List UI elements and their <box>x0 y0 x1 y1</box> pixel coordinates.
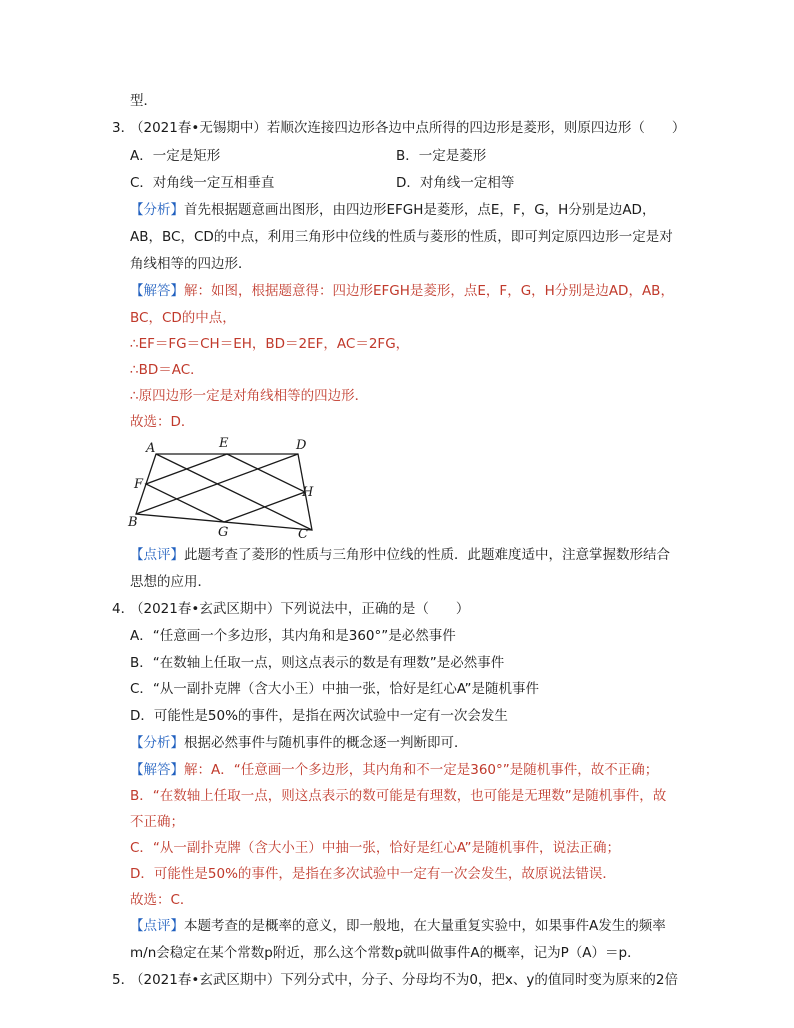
label-g: G <box>218 525 229 540</box>
q3-solution-line5: ∴原四边形一定是对角线相等的四边形． <box>130 388 369 404</box>
q4-stem: （2021春•玄武区期中）下列说法中，正确的是（ ） <box>130 601 470 617</box>
q4-comment <box>130 917 666 935</box>
q3-comment <box>130 546 670 564</box>
q4-analysis <box>130 734 468 752</box>
label-a: A <box>146 441 156 456</box>
label-c: C <box>298 527 308 542</box>
q3-solution-line3: ∴EF＝FG＝CH＝EH，BD＝2EF，AC＝2FG， <box>130 336 410 352</box>
label-e: E <box>219 436 229 451</box>
q5-number: 5． <box>112 972 135 988</box>
q4-solution-line4: C．“从一副扑克牌（含大小王）中抽一张，恰好是红心A”是随机事件，说法正确； <box>130 840 620 856</box>
label-b: B <box>128 515 138 530</box>
comment-tag: 【点评】 <box>130 918 184 934</box>
label-d: D <box>296 438 307 453</box>
q4-number: 4． <box>112 601 135 617</box>
q3-option-b: B．一定是菱形 <box>396 148 487 164</box>
q5-stem: （2021春•玄武区期中）下列分式中，分子、分母均不为0，把x、y的值同时变为原来的2倍 <box>130 972 678 988</box>
prev-question-tail: 型． <box>130 93 157 109</box>
solution-text: 解：A．“任意画一个多边形，其内角和不一定是360°”是随机事件，故不正确； <box>184 762 659 778</box>
q4-solution-line2: B．“在数轴上任取一点，则这点表示的数可能是有理数，也可能是无理数”是随机事件，故 <box>130 788 667 804</box>
comment-tag: 【点评】 <box>130 547 184 563</box>
comment-text: 本题考查的是概率的意义，即一般地，在大量重复实验中，如果事件A发生的频率 <box>184 918 666 934</box>
solution-text: 解：如图，根据题意得：四边形EFGH是菱形，点E，F，G，H分别是边AD，AB， <box>184 283 674 299</box>
analysis-text: 首先根据题意画出图形，由四边形EFGH是菱形，点E，F，G，H分别是边AD， <box>184 202 656 218</box>
quadrilateral-figure <box>120 430 330 542</box>
q4-solution-line5: D．可能性是50%的事件，是指在多次试验中一定有一次会发生，故原说法错误． <box>130 866 616 882</box>
q3-number: 3． <box>112 120 135 136</box>
q3-analysis <box>130 201 655 219</box>
analysis-text: 根据必然事件与随机事件的概念逐一判断即可． <box>184 735 468 751</box>
q3-solution-line2: BC，CD的中点， <box>130 310 236 326</box>
q3-solution <box>130 282 674 300</box>
q4-option-d: D．可能性是50%的事件，是指在两次试验中一定有一次会发生 <box>130 708 508 724</box>
q3-option-c: C．对角线一定互相垂直 <box>130 175 275 191</box>
q4-solution-line3: 不正确； <box>130 814 184 830</box>
q3-answer: 故选：D． <box>130 414 195 430</box>
q4-option-b: B．“在数轴上任取一点，则这点表示的数是有理数”是必然事件 <box>130 655 505 671</box>
diagonal-bd <box>136 454 298 514</box>
q3-stem: （2021春•无锡期中）若顺次连接四边形各边中点所得的四边形是菱形，则原四边形（ ） <box>130 120 686 136</box>
q3-analysis-line2: AB，BC，CD的中点，利用三角形中位线的性质与菱形的性质，即可判定原四边形一定是对 <box>130 229 673 245</box>
label-f: F <box>134 477 144 492</box>
q3-comment-line2: 思想的应用． <box>130 574 211 590</box>
q4-answer: 故选：C． <box>130 892 194 908</box>
q4-comment-line2: m/n会稳定在某个常数p附近，那么这个常数p就叫做事件A的概率，记为P（A）＝p． <box>130 945 641 961</box>
analysis-tag: 【分析】 <box>130 202 184 218</box>
q3-analysis-line3: 角线相等的四边形． <box>130 256 252 272</box>
q4-solution <box>130 761 658 779</box>
q4-option-a: A．“任意画一个多边形，其内角和是360°”是必然事件 <box>130 628 456 644</box>
q4-option-c: C．“从一副扑克牌（含大小王）中抽一张，恰好是红心A”是随机事件 <box>130 681 539 697</box>
solution-tag: 【解答】 <box>130 283 184 299</box>
solution-tag: 【解答】 <box>130 762 184 778</box>
q3-solution-line4: ∴BD＝AC． <box>130 362 204 378</box>
q3-option-d: D．对角线一定相等 <box>396 175 515 191</box>
analysis-tag: 【分析】 <box>130 735 184 751</box>
label-h: H <box>302 485 314 500</box>
q3-option-a: A．一定是矩形 <box>130 148 221 164</box>
comment-text: 此题考查了菱形的性质与三角形中位线的性质．此题难度适中，注意掌握数形结合 <box>184 547 670 563</box>
